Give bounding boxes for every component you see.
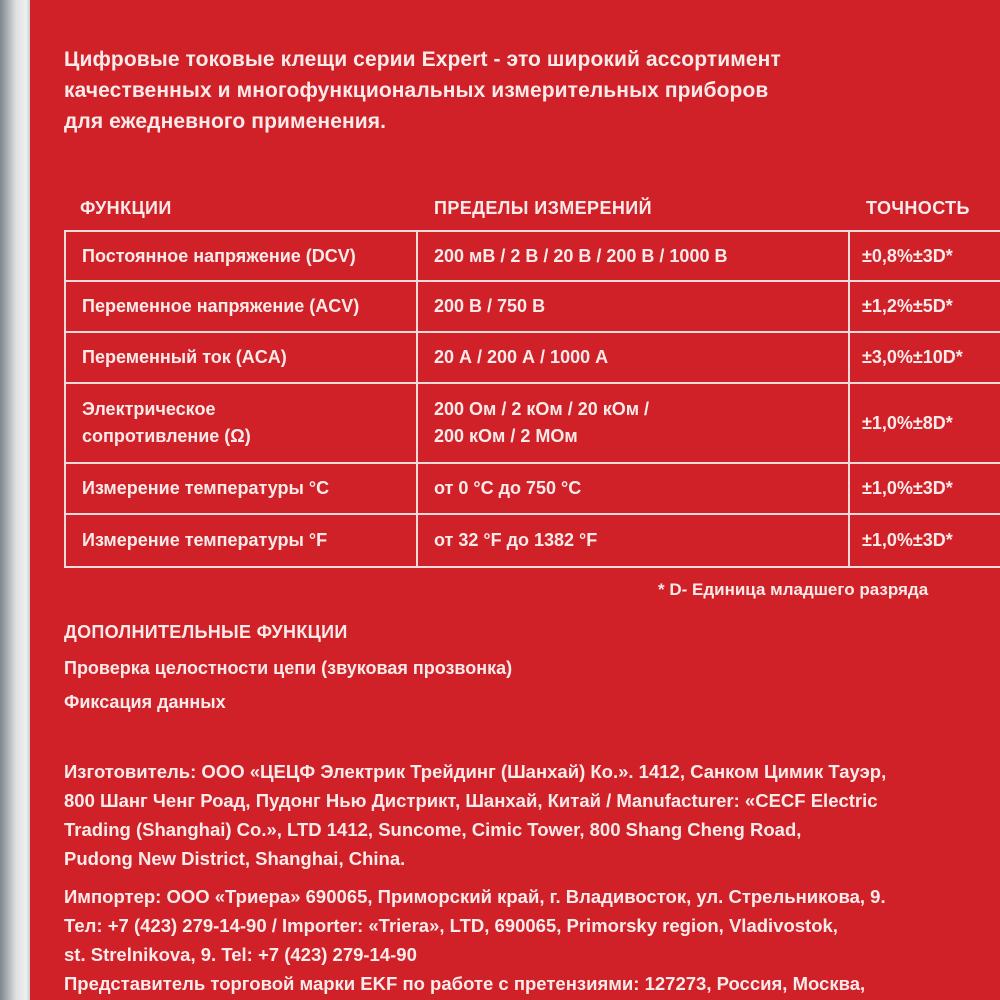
accuracy-cell: ±3,0%±10D*	[849, 332, 1000, 383]
accuracy-cell: ±1,0%±3D*	[849, 514, 1000, 567]
function-cell: Измерение температуры °F	[65, 514, 417, 567]
table-row	[65, 383, 1000, 463]
table-footnote: * D- Единица младшего разряда	[658, 580, 929, 599]
table-row	[65, 281, 1000, 332]
importer-line: Импортер: ООО «Триера» 690065, Приморский край, г. Владивосток, ул. Стрельникова, 9.	[64, 886, 886, 907]
intro-line: Цифровые токовые клещи серии Expert - это широкий ассортимент	[64, 48, 781, 71]
header-functions: ФУНКЦИИ	[80, 198, 172, 218]
accuracy-cell: ±1,2%±5D*	[849, 281, 1000, 332]
accuracy-cell: ±1,0%±8D*	[849, 383, 1000, 463]
importer-line: st. Strelnikova, 9. Tel: +7 (423) 279-14-90	[64, 944, 417, 965]
table-row	[65, 463, 1000, 514]
spec-table	[64, 230, 1000, 568]
function-cell: Постоянное напряжение (DCV)	[65, 231, 417, 281]
manufacturer-line: 800 Шанг Ченг Роад, Пудонг Нью Дистрикт, Шанхай, Китай / Manufacturer: «CECF Electric	[64, 790, 878, 811]
intro-text	[64, 44, 964, 137]
header-accuracy: ТОЧНОСТЬ	[866, 198, 970, 218]
function-cell: Электрическое сопротивление (Ω)	[65, 383, 417, 463]
manufacturer-line: Изготовитель: ООО «ЦЕЦФ Электрик Трейдинг (Шанхай) Ко.». 1412, Санком Цимик Тауэр,	[64, 761, 887, 782]
function-cell: Переменное напряжение (ACV)	[65, 281, 417, 332]
extra-functions-title: ДОПОЛНИТЕЛЬНЫЕ ФУНКЦИИ	[64, 622, 348, 642]
range-cell: 200 В / 750 В	[417, 281, 849, 332]
intro-line: качественных и многофункциональных измерительных приборов	[64, 79, 769, 102]
importer-info	[64, 882, 1000, 998]
function-cell: Измерение температуры °С	[65, 463, 417, 514]
manufacturer-line: Trading (Shanghai) Co.», LTD 1412, Suncome, Cimic Tower, 800 Shang Cheng Road,	[64, 819, 802, 840]
table-row	[65, 514, 1000, 567]
function-cell: Переменный ток (ACA)	[65, 332, 417, 383]
extra-function-item: Проверка целостности цепи (звуковая прозвонка)	[64, 658, 513, 678]
range-cell: 200 Ом / 2 кОм / 20 кОм / 200 кОм / 2 МОм	[417, 383, 849, 463]
importer-line: Представитель торговой марки EKF по работе с претензиями: 127273, Россия, Москва,	[64, 973, 866, 994]
package-edge	[0, 0, 30, 1000]
range-cell: от 0 °С до 750 °С	[417, 463, 849, 514]
package-panel	[64, 0, 1000, 1000]
accuracy-cell: ±0,8%±3D*	[849, 231, 1000, 281]
intro-line: для ежедневного применения.	[64, 110, 387, 133]
table-row	[65, 332, 1000, 383]
accuracy-cell: ±1,0%±3D*	[849, 463, 1000, 514]
manufacturer-line: Pudong New District, Shanghai, China.	[64, 848, 406, 869]
manufacturer-info	[64, 757, 1000, 873]
range-cell: 200 мВ / 2 В / 20 В / 200 В / 1000 В	[417, 231, 849, 281]
range-cell: от 32 °F до 1382 °F	[417, 514, 849, 567]
importer-line: Тел: +7 (423) 279-14-90 / Importer: «Triera», LTD, 690065, Primorsky region, Vladivostok,	[64, 915, 838, 936]
table-row	[65, 231, 1000, 281]
header-ranges: ПРЕДЕЛЫ ИЗМЕРЕНИЙ	[434, 198, 652, 218]
extra-function-item: Фиксация данных	[64, 692, 226, 712]
range-cell: 20 А / 200 А / 1000 А	[417, 332, 849, 383]
